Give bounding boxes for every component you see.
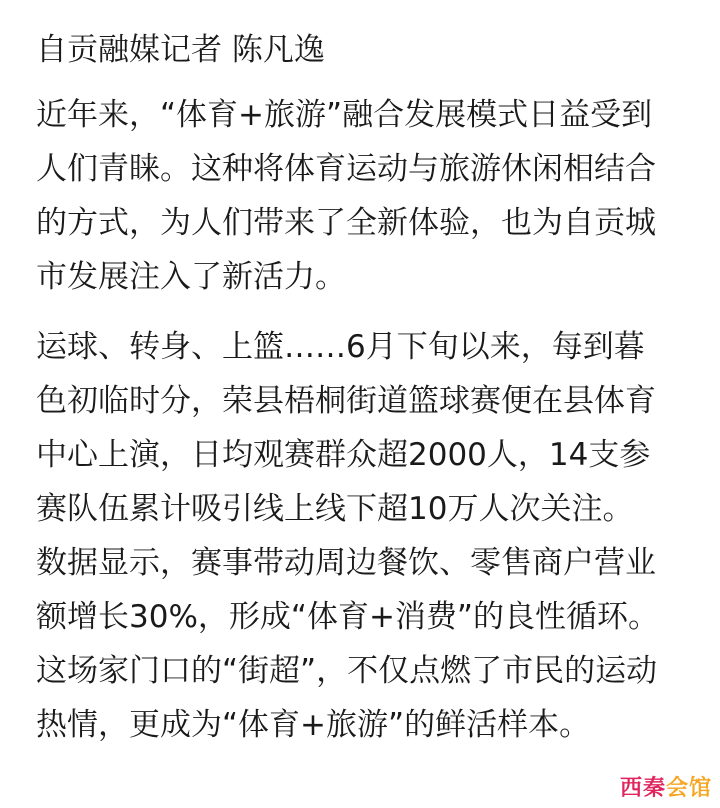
paragraph-line: 市发展注入了新活力。 [36, 259, 346, 295]
paragraph-line: 人们青睐。这种将体育运动与旅游休闲相结合 [36, 151, 656, 187]
paragraph-1 [36, 88, 696, 304]
paragraph-2 [36, 320, 696, 752]
watermark-text-2: 会馆 [665, 776, 712, 801]
watermark-text-1: 西秦 [619, 776, 666, 801]
byline: 自贡融媒记者 陈凡逸 [36, 32, 325, 68]
paragraph-line: 赛队伍累计吸引线上线下超10万人次关注。 [36, 491, 634, 527]
paragraph-line: 色初临时分，荣县梧桐街道篮球赛便在县体育 [36, 383, 656, 419]
paragraph-line: 近年来，“体育+旅游”融合发展模式日益受到 [36, 97, 653, 133]
paragraph-line: 这场家门口的“街超”，不仅点燃了市民的运动 [36, 653, 658, 689]
article [36, 26, 696, 768]
paragraph-line: 额增长30%，形成“体育+消费”的良性循环。 [36, 599, 659, 635]
watermark-logo [620, 771, 712, 802]
paragraph-line: 热情，更成为“体育+旅游”的鲜活样本。 [36, 707, 591, 743]
paragraph-line: 的方式，为人们带来了全新体验，也为自贡城 [36, 205, 656, 241]
paragraph-line: 数据显示，赛事带动周边餐饮、零售商户营业 [36, 545, 656, 581]
paragraph-line: 中心上演，日均观赛群众超2000人，14支参 [36, 437, 651, 473]
paragraph-line: 运球、转身、上篮……6月下旬以来，每到暮 [36, 329, 645, 365]
